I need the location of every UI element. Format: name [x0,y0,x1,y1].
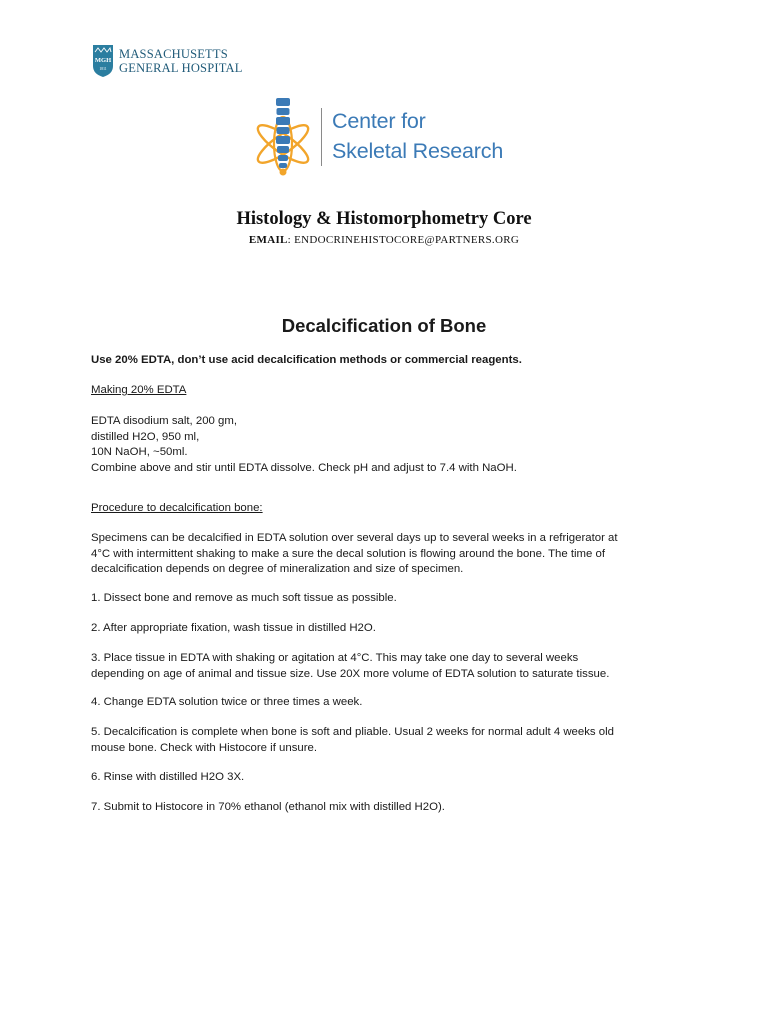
procedure-intro-line: decalcification depends on degree of mineralization and size of specimen. [91,563,464,575]
procedure-intro-line: 4°C with intermittent shaking to make a sure the decal solution is flowing around the bone. The time of [91,547,606,560]
email-address[interactable]: ENDOCRINEHISTOCORE@PARTNERS.ORG [294,234,520,246]
step-line: 4. Change EDTA solution twice or three times a week. [91,696,363,708]
core-title: Histology & Histomorphometry Core [236,209,532,229]
spine-atom-icon [248,94,318,178]
csr-logo-text [332,106,503,166]
step-7 [91,800,681,816]
mgh-logo [92,44,243,78]
recipe-line: EDTA disodium salt, 200 gm, [91,415,238,427]
step-2 [91,621,681,637]
step-1 [91,591,681,607]
csr-logo [248,94,538,184]
making-heading: Making 20% EDTA [91,384,187,396]
procedure-heading: Procedure to decalcification bone: [91,502,263,514]
step-line: 2. After appropriate fixation, wash tissue in distilled H2O. [91,622,376,634]
step-line: depending on age of animal and tissue size. Use 20X more volume of EDTA solution to saturate tissue. [91,667,610,680]
step-line: 6. Rinse with distilled H2O 3X. [91,771,245,783]
recipe-line: Combine above and stir until EDTA dissolve. Check pH and adjust to 7.4 with NaOH. [91,461,517,474]
recipe-line: 10N NaOH, ~50ml. [91,446,188,458]
step-line: mouse bone. Check with Histocore if unsure. [91,741,318,754]
mgh-logo-line2: GENERAL HOSPITAL [119,61,243,75]
email-separator: : [287,234,295,246]
mgh-shield-icon [92,44,114,78]
logo-divider [321,108,322,166]
csr-logo-line2: Skeletal Research [332,139,504,163]
procedure-intro [91,531,681,578]
step-line: 3. Place tissue in EDTA with shaking or agitation at 4°C. This may take one day to several weeks [91,652,579,664]
procedure-intro-line: Specimens can be decalcified in EDTA solution over several days up to several weeks in a refrigerator at [91,532,618,544]
recipe-block [91,414,681,476]
mgh-logo-line1: MASSACHUSETTS [119,47,228,61]
step-6 [91,770,681,786]
core-email [0,234,768,246]
step-3 [91,651,681,682]
email-label: EMAIL [248,234,288,246]
step-4 [91,695,681,711]
step-line: 7. Submit to Histocore in 70% ethanol (ethanol mix with distilled H2O). [91,801,445,813]
step-5 [91,725,681,756]
recipe-line: distilled H2O, 950 ml, [91,430,200,443]
mgh-shield-year: 1811 [99,67,107,71]
step-line: 1. Dissect bone and remove as much soft tissue as possible. [91,592,397,604]
intro-statement: Use 20% EDTA, don’t use acid decalcification methods or commercial reagents. [91,354,522,366]
mgh-shield-text: MGH [94,57,112,64]
document-title: Decalcification of Bone [281,315,487,336]
step-line: 5. Decalcification is complete when bone is soft and pliable. Usual 2 weeks for normal adult 4 weeks old [91,726,614,738]
csr-logo-line1: Center for [332,109,426,133]
